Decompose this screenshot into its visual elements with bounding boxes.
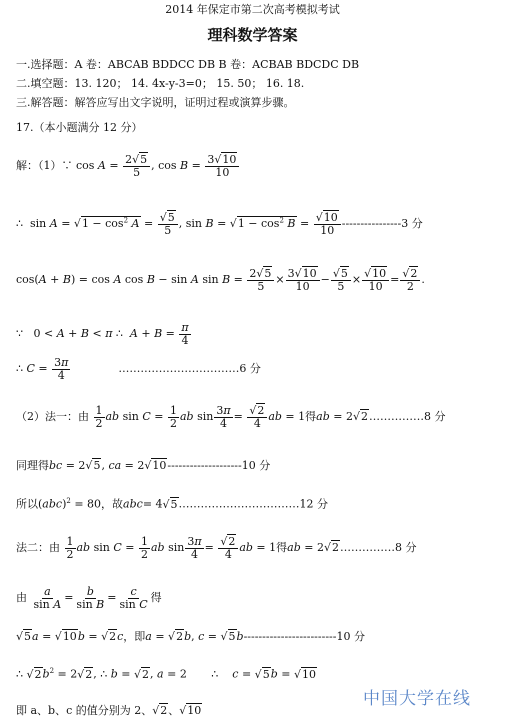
therefore-symbol: ∴ [16, 217, 23, 231]
solve-instructions: 三.解答题：解答应写出文字说明，证明过程或演算步骤。 [16, 96, 295, 109]
solution-intro: 解：（1）∵ [16, 159, 73, 173]
step-bc-ca: 同理得bc = 2√ 5, ca = 2√ 10--------------------10 分 [16, 460, 270, 473]
score-8: ……………8 分 [369, 410, 446, 424]
score-12: ……………………………12 分 [178, 497, 329, 511]
fill-answers: 二.填空题：13. 120； 14. 4x-y-3=0； 15. 50； 16. 18. [16, 77, 305, 90]
exam-header: 2014 年保定市第二次高考模拟考试 [165, 3, 340, 16]
score-3: ----------------3 分 [341, 217, 423, 231]
watermark-text: 中国大学在线 [363, 689, 471, 709]
step-angle-c: ∴ C = $\frac{3\pi}{4}$ ……………………………6 分 [16, 356, 261, 382]
step-abc: 所以(abc)$^2$ = 80，故abc= 4√ 5……………………………12 分 [16, 497, 328, 511]
page-title: 理科数学答案 [207, 26, 298, 44]
score-6: ……………………………6 分 [118, 362, 261, 376]
step-method2: 法二：由 $\frac{1}{2}$ ab sin C = $\frac{1}{2}$ ab sin $\frac{3\pi}{4}$ = √ $\frac{2}{4}$ ab = 1得ab = 2√ 2……………8 分 [16, 536, 417, 560]
fraction: $\frac{3√ 10}{10}$ [205, 154, 239, 178]
choice-answers: 一.选择题：A 卷：ABCAB BDDCC DB B 卷：ACBAB BDCDC DB [16, 58, 360, 71]
fraction: $\frac{2√ 5}{5}$ [123, 154, 150, 178]
step-cos-sum: cos(A + B) = cos A cos B − sin A sin B = $\frac{2√ 5}{5}$ × $\frac{3√ 10}{10}$ − √ $\frac{5}{5}$ × √ $\frac{10}{10}$ = √ $\frac{2}{2}$ . [16, 268, 425, 292]
question-17-header: 17.（本小题满分 12 分） [16, 121, 143, 134]
step-method1: （2）法一：由 $\frac{1}{2}$ ab sin C = $\frac{1}{2}$ ab sin $\frac{3\pi}{4}$ = √ $\frac{2}{4}$ ab = 1得ab = 2√ 2……………8 分 [16, 405, 446, 429]
step-law-of-sines: 由 $\frac{a}{\text{sin A}}$ = $\frac{b}{\text{sin B}}$ = $\frac{c}{\text{sin C}}$ 得 [16, 585, 162, 611]
final-answer: 即 a、b、c 的值分别为 2、√ 2、√ 10 [16, 705, 202, 718]
method2-label: 法二：由 [16, 541, 60, 555]
score-10b: -------------------------10 分 [243, 630, 365, 643]
because-symbol: ∵ [16, 327, 23, 341]
step-sin-values: ∴ sin A = √ $1 - \cos^2 A$ = √ $\frac{5}{5}$ , sin B = √ $1 - \cos^2 B$ = √ $\frac{10}{10}$ ----------------3 分 [16, 212, 423, 236]
step-angle-sum: ∵ 0 < A + B < π ∴ A + B = $\frac{\pi}{4}$ [16, 321, 189, 347]
step-results: ∴ √ $2b^2 = 2√$ 2, ∴ b = √ 2, a = 2 ∴ c = √ 5b = √ 10 [16, 667, 317, 681]
score-10a: --------------------10 分 [167, 459, 271, 472]
step-ratios: √ 5a = √ 10b = √ 2c，即a = √ 2b, c = √ 5b-------------------------10 分 [16, 631, 365, 644]
method1-label: （2）法一：由 [16, 410, 89, 424]
step-cos-values: 解：（1）∵ cos A = $\frac{2√ 5}{5}$ , cos B = $\frac{3√ 10}{10}$ [16, 154, 240, 178]
